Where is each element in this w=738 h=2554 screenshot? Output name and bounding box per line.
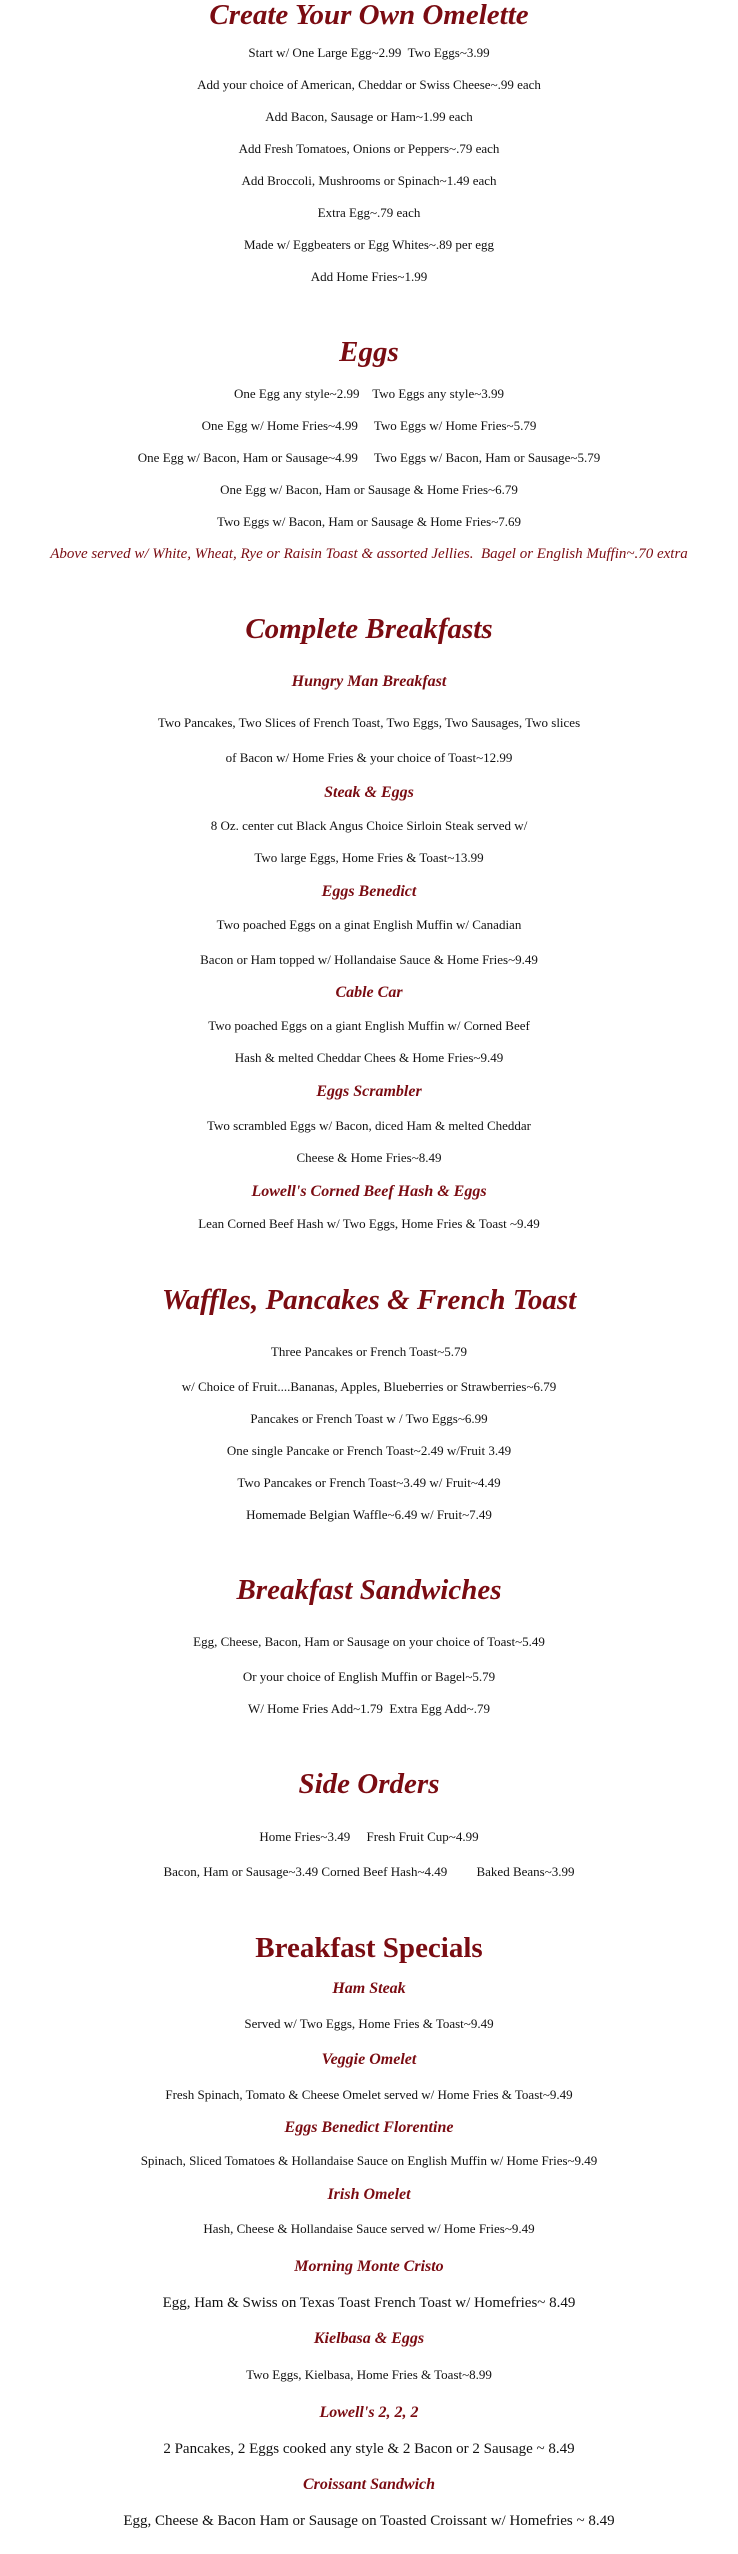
eggs-line: One Egg any style~2.99 Two Eggs any style~3.99 xyxy=(234,386,504,401)
omelette-line: Add your choice of American, Cheddar or Swiss Cheese~.99 each xyxy=(197,77,541,92)
item-name: Eggs Benedict xyxy=(321,883,417,900)
sides-line: Bacon, Ham or Sausage~3.49 Corned Beef Hash~4.49 Baked Beans~3.99 xyxy=(163,1864,575,1879)
special-line: Served w/ Two Eggs, Home Fries & Toast~9.49 xyxy=(244,2016,494,2031)
eggs-section xyxy=(0,337,738,367)
omelette-title: Create Your Own Omelette xyxy=(209,0,529,31)
omelette-line: Start w/ One Large Egg~2.99 Two Eggs~3.99 xyxy=(248,45,490,60)
eggs-title: Eggs xyxy=(339,336,399,368)
waffles-line: Two Pancakes or French Toast~3.49 w/ Fruit~4.49 xyxy=(237,1475,501,1490)
eggs-line: One Egg w/ Bacon, Ham or Sausage~4.99 Two Eggs w/ Bacon, Ham or Sausage~5.79 xyxy=(137,450,601,465)
eggs-line: Two Eggs w/ Bacon, Ham or Sausage & Home Fries~7.69 xyxy=(217,514,521,529)
sandwiches-title: Breakfast Sandwiches xyxy=(236,1574,502,1606)
item-line: Hash & melted Cheddar Chees & Home Fries~9.49 xyxy=(234,1050,504,1065)
special-name: Eggs Benedict Florentine xyxy=(284,2119,454,2136)
waffles-line: Pancakes or French Toast w / Two Eggs~6.99 xyxy=(250,1411,488,1426)
special-line: Hash, Cheese & Hollandaise Sauce served w/ Home Fries~9.49 xyxy=(203,2221,535,2236)
waffles-line: One single Pancake or French Toast~2.49 w/Fruit 3.49 xyxy=(226,1443,512,1458)
specials-title: Breakfast Specials xyxy=(255,1932,483,1964)
special-line: Egg, Cheese & Bacon Ham or Sausage on Toasted Croissant w/ Homefries ~ 8.49 xyxy=(123,2513,615,2529)
eggs-note: Above served w/ White, Wheat, Rye or Raisin Toast & assorted Jellies. Bagel or English Muffin~.70 extra xyxy=(50,546,688,562)
special-name: Irish Omelet xyxy=(327,2186,411,2203)
special-line: Spinach, Sliced Tomatoes & Hollandaise Sauce on English Muffin w/ Home Fries~9.49 xyxy=(140,2153,598,2168)
omelette-line: Extra Egg~.79 each xyxy=(317,205,421,220)
eggs-line: One Egg w/ Bacon, Ham or Sausage & Home Fries~6.79 xyxy=(220,482,518,497)
item-line: Cheese & Home Fries~8.49 xyxy=(296,1150,442,1165)
sides-title: Side Orders xyxy=(298,1768,440,1800)
item-line: 8 Oz. center cut Black Angus Choice Sirloin Steak served w/ xyxy=(210,818,528,833)
special-name: Ham Steak xyxy=(332,1980,406,1997)
eggs-line: One Egg w/ Home Fries~4.99 Two Eggs w/ Home Fries~5.79 xyxy=(201,418,537,433)
sandwiches-line: Egg, Cheese, Bacon, Ham or Sausage on your choice of Toast~5.49 xyxy=(193,1634,545,1649)
sandwiches-line: W/ Home Fries Add~1.79 Extra Egg Add~.79 xyxy=(248,1701,490,1716)
item-name: Eggs Scrambler xyxy=(316,1083,422,1100)
sandwiches-section xyxy=(0,1575,738,1605)
item-name: Cable Car xyxy=(335,984,403,1001)
omelette-line: Add Broccoli, Mushrooms or Spinach~1.49 each xyxy=(241,173,497,188)
special-line: Two Eggs, Kielbasa, Home Fries & Toast~8.99 xyxy=(246,2367,492,2382)
special-name: Croissant Sandwich xyxy=(302,2476,436,2493)
item-line: Lean Corned Beef Hash w/ Two Eggs, Home Fries & Toast ~9.49 xyxy=(198,1216,540,1231)
item-name: Hungry Man Breakfast xyxy=(291,673,447,690)
special-line: 2 Pancakes, 2 Eggs cooked any style & 2 Bacon or 2 Sausage ~ 8.49 xyxy=(163,2441,575,2457)
waffles-title: Waffles, Pancakes & French Toast xyxy=(161,1284,577,1316)
special-name: Kielbasa & Eggs xyxy=(313,2330,425,2347)
specials-section xyxy=(0,1933,738,1963)
sides-line: Home Fries~3.49 Fresh Fruit Cup~4.99 xyxy=(259,1829,479,1844)
omelette-line: Add Home Fries~1.99 xyxy=(310,269,428,284)
waffles-line: Homemade Belgian Waffle~6.49 w/ Fruit~7.49 xyxy=(246,1507,492,1522)
special-name: Veggie Omelet xyxy=(321,2051,417,2068)
item-line: Two scrambled Eggs w/ Bacon, diced Ham & melted Cheddar xyxy=(206,1118,531,1133)
item-line: of Bacon w/ Home Fries & your choice of Toast~12.99 xyxy=(225,750,513,765)
sides-section xyxy=(0,1769,738,1799)
item-name: Steak & Eggs xyxy=(324,784,414,801)
item-line: Two large Eggs, Home Fries & Toast~13.99 xyxy=(254,850,484,865)
item-line: Two poached Eggs on a giant English Muffin w/ Corned Beef xyxy=(208,1018,530,1033)
special-line: Egg, Ham & Swiss on Texas Toast French Toast w/ Homefries~ 8.49 xyxy=(162,2295,576,2311)
item-line: Bacon or Ham topped w/ Hollandaise Sauce & Home Fries~9.49 xyxy=(200,952,538,967)
special-name: Lowell's 2, 2, 2 xyxy=(319,2404,419,2421)
omelette-line: Made w/ Eggbeaters or Egg Whites~.89 per egg xyxy=(243,237,495,252)
item-line: Two Pancakes, Two Slices of French Toast, Two Eggs, Two Sausages, Two slices xyxy=(157,715,581,730)
special-name: Morning Monte Cristo xyxy=(294,2258,444,2275)
complete-title: Complete Breakfasts xyxy=(245,613,493,645)
complete-section xyxy=(0,614,738,644)
omelette-line: Add Fresh Tomatoes, Onions or Peppers~.79 each xyxy=(238,141,500,156)
omelette-section xyxy=(0,0,738,30)
item-name: Lowell's Corned Beef Hash & Eggs xyxy=(251,1183,487,1200)
special-line: Fresh Spinach, Tomato & Cheese Omelet served w/ Home Fries & Toast~9.49 xyxy=(165,2087,573,2102)
omelette-line: Add Bacon, Sausage or Ham~1.99 each xyxy=(265,109,473,124)
waffles-line: w/ Choice of Fruit....Bananas, Apples, Blueberries or Strawberries~6.79 xyxy=(181,1379,557,1394)
item-line: Two poached Eggs on a ginat English Muffin w/ Canadian xyxy=(216,917,522,932)
waffles-line: Three Pancakes or French Toast~5.79 xyxy=(270,1344,468,1359)
sandwiches-line: Or your choice of English Muffin or Bagel~5.79 xyxy=(242,1669,496,1684)
waffles-section xyxy=(0,1285,738,1315)
